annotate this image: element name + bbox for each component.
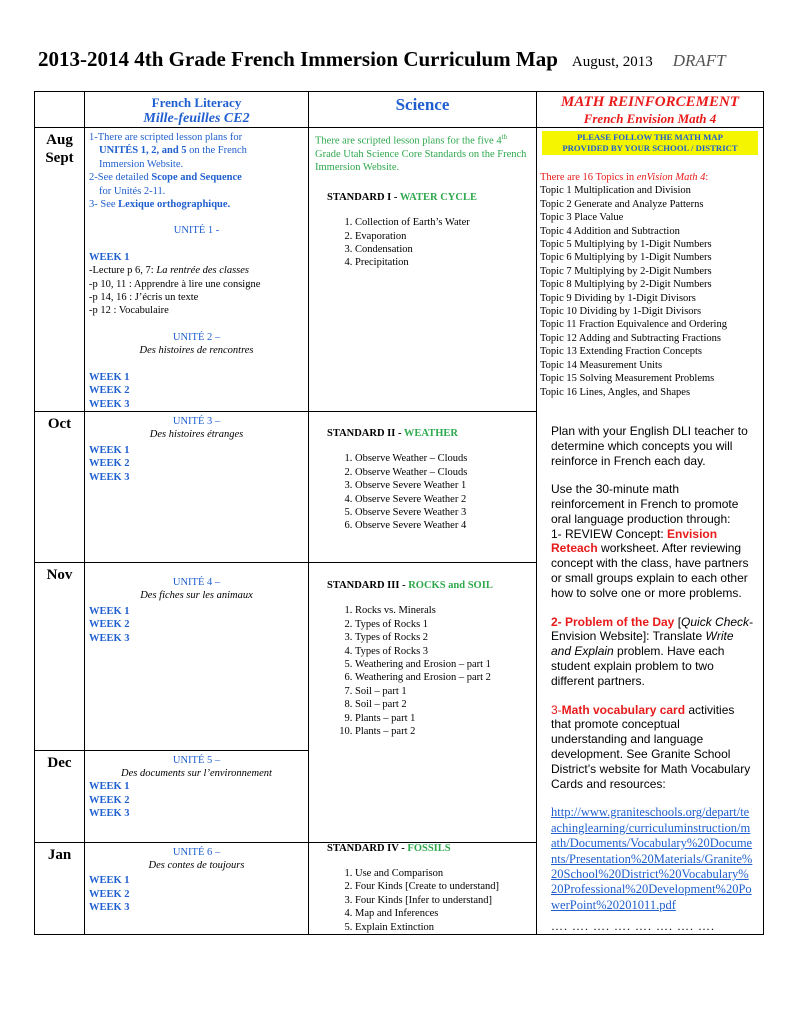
list-item: 9. Plants – part 1: [355, 712, 530, 725]
topic-item: Topic 5 Multiplying by 1-Digit Numbers: [540, 239, 712, 251]
list-item: 2. Four Kinds [Create to understand]: [355, 880, 530, 893]
topic-item: Topic 8 Multiplying by 2-Digit Numbers: [540, 279, 712, 291]
page-title: 2013-2014 4th Grade French Immersion Curriculum Map: [38, 47, 558, 71]
topic-item: Topic 15 Solving Measurement Problems: [540, 373, 715, 385]
list-item: 4. Precipitation: [355, 256, 530, 269]
topic-item: Topic 4 Addition and Subtraction: [540, 225, 680, 237]
lit-note-3: 3- See Lexique orthographique.: [89, 199, 231, 211]
literacy-oct: [85, 411, 309, 562]
list-item: 2. Observe Weather – Clouds: [355, 466, 530, 479]
literacy-dec: [85, 750, 309, 842]
math-plan: [540, 417, 760, 934]
page-header: [38, 47, 726, 72]
month-oct: Oct: [35, 411, 85, 562]
week-2: WEEK 2: [89, 385, 130, 397]
topic-item: Topic 6 Multiplying by 1-Digit Numbers: [540, 252, 712, 264]
list-item: 4. Map and Inferences: [355, 907, 530, 920]
unit-4-title: UNITÉ 4 –: [172, 576, 221, 588]
unit-1-line-2: -p 10, 11 : Apprendre à lire une consigne: [89, 278, 261, 290]
list-item: 10. Plants – part 2: [355, 725, 530, 738]
week-3: WEEK 3: [89, 398, 130, 410]
list-item: 1. Observe Weather – Clouds: [355, 452, 530, 465]
topic-item: Topic 14 Measurement Units: [540, 359, 663, 371]
list-item: 2. Types of Rocks 1: [355, 618, 530, 631]
month-aug-sept: [35, 128, 85, 412]
unit-5-title: UNITÉ 5 –: [172, 754, 221, 766]
math-subtitle: French Envision Math 4: [583, 111, 717, 126]
week-1: WEEK 1: [89, 781, 130, 793]
topic-item: Topic 7 Multiplying by 2-Digit Numbers: [540, 265, 712, 277]
week-1: WEEK 1: [89, 371, 130, 383]
month-sept: Sept: [45, 150, 74, 166]
unit-1-line-3: -p 14, 16 : J’écris un texte: [89, 292, 199, 304]
standard-1-heading: STANDARD I - WATER CYCLE: [327, 191, 477, 203]
science-oct: [309, 411, 537, 562]
standard-2-heading: STANDARD II - WEATHER: [327, 427, 458, 439]
topics-intro: There are 16 Topics in enVision Math 4:: [540, 172, 709, 183]
topic-item: Topic 3 Place Value: [540, 212, 624, 224]
math-title: MATH REINFORCEMENT: [561, 94, 739, 110]
list-item: 4. Observe Severe Weather 2: [355, 493, 530, 506]
unit-5-subtitle: Des documents sur l’environnement: [121, 768, 272, 780]
list-item: 2. Evaporation: [355, 230, 530, 243]
standard-3-heading: STANDARD III - ROCKS and SOIL: [327, 579, 493, 591]
literacy-subtitle: Mille-feuilles CE2: [143, 111, 250, 126]
literacy-aug-sept: [85, 128, 309, 412]
month-jan: Jan: [35, 842, 85, 934]
math-column-body: [537, 128, 764, 935]
list-item: 3. Observe Severe Weather 1: [355, 479, 530, 492]
science-nov-dec: [309, 562, 537, 842]
topic-item: Topic 13 Extending Fraction Concepts: [540, 346, 702, 358]
science-aug-sept: [309, 128, 537, 412]
week-3: WEEK 3: [89, 632, 130, 644]
list-item: 1. Collection of Earth’s Water: [355, 216, 530, 229]
topics-list: [540, 184, 760, 399]
page-date: August, 2013: [571, 54, 653, 70]
vocabulary-resources-link[interactable]: http://www.graniteschools.org/depart/teachinglearning/curriculuminstruction/math/Documents/Vocabulary%20Documents/Presentation%20Materials/Granite%20School%20District%20Vocabulary%20Professional%20Development%20PowerPoint%20201011.pdf: [551, 805, 753, 912]
standard-3-list: [315, 604, 530, 738]
week-2: WEEK 2: [89, 888, 130, 900]
week-2: WEEK 2: [89, 458, 130, 470]
unit-1-line-4: -p 12 : Vocabulaire: [89, 305, 169, 317]
draft-label: DRAFT: [672, 51, 726, 70]
topic-item: Topic 10 Dividing by 1-Digit Divisors: [540, 306, 702, 318]
literacy-nov: [85, 562, 309, 750]
unit-6-subtitle: Des contes de toujours: [148, 860, 245, 872]
week-3: WEEK 3: [89, 808, 130, 820]
list-item: 1. Use and Comparison: [355, 867, 530, 880]
topic-item: Topic 1 Multiplication and Division: [540, 185, 691, 197]
month-nov: Nov: [35, 562, 85, 750]
list-item: 6. Observe Severe Weather 4: [355, 519, 530, 532]
unit-2-subtitle: Des histoires de rencontres: [139, 345, 254, 357]
week-1: WEEK 1: [89, 875, 130, 887]
vocabulary-link-block: [551, 805, 754, 913]
standard-4-heading: STANDARD IV - FOSSILS: [327, 842, 451, 854]
plan-paragraph-4: 3-Math vocabulary card activities that promote conceptual understanding and language development. See Granite School District’s website for Math Vocabulary Cards and resources:: [551, 702, 751, 791]
week-3: WEEK 3: [89, 902, 130, 914]
unit-3-title: UNITÉ 3 –: [172, 415, 221, 427]
header-science: [309, 92, 537, 128]
topic-item: Topic 11 Fraction Equivalence and Ordering: [540, 319, 727, 331]
list-item: 5. Explain Extinction: [355, 921, 530, 934]
ellipsis-row: …. …. …. …. …. …. …. ….: [551, 919, 715, 934]
unit-1-title: UNITÉ 1 -: [173, 225, 220, 237]
plan-paragraph-1: Plan with your English DLI teacher to determine which concepts you will reinforce in French each day.: [551, 423, 748, 468]
unit-3-subtitle: Des histoires étranges: [149, 429, 244, 441]
topic-item: Topic 9 Dividing by 1-Digit Divisors: [540, 292, 696, 304]
literacy-jan: [85, 842, 309, 934]
follow-math-map-notice: PLEASE FOLLOW THE MATH MAP PROVIDED BY YOUR SCHOOL / DISTRICT: [542, 131, 758, 155]
list-item: 3. Four Kinds [Infer to understand]: [355, 894, 530, 907]
header-math: [537, 92, 764, 128]
header-literacy: [85, 92, 309, 128]
topic-item: Topic 12 Adding and Subtracting Fractions: [540, 332, 721, 344]
week-1: WEEK 1: [89, 444, 130, 456]
unit-4-subtitle: Des fiches sur les animaux: [140, 590, 253, 602]
curriculum-table: [34, 91, 764, 935]
science-intro: There are scripted lesson plans for the five 4th Grade Utah Science Core Standards on the French Immersion Website.: [315, 133, 527, 174]
standard-1-list: [315, 216, 530, 270]
week-1: WEEK 1: [89, 251, 130, 263]
science-jan: [309, 842, 537, 934]
list-item: 8. Soil – part 2: [355, 698, 530, 711]
science-title: Science: [395, 95, 450, 114]
week-2: WEEK 2: [89, 619, 130, 631]
week-3: WEEK 3: [89, 471, 130, 483]
header-month-cell: [35, 92, 85, 128]
topic-item: Topic 16 Lines, Angles, and Shapes: [540, 386, 691, 398]
standard-4-list: [315, 867, 530, 934]
list-item: 4. Types of Rocks 3: [355, 645, 530, 658]
list-item: 7. Soil – part 1: [355, 685, 530, 698]
list-item: 1. Rocks vs. Minerals: [355, 604, 530, 617]
standard-2-list: [315, 452, 530, 532]
month-aug: Aug: [46, 132, 73, 148]
lit-note-2: 2-See detailed Scope and Sequence for Unités 2-11.: [89, 172, 242, 197]
month-dec: Dec: [35, 750, 85, 842]
unit-2-title: UNITÉ 2 –: [172, 331, 221, 343]
week-2: WEEK 2: [89, 794, 130, 806]
unit-6-title: UNITÉ 6 –: [172, 846, 221, 858]
plan-paragraph-3: 2- Problem of the Day [Quick Check- Envision Website]: Translate Write and Explain problem. Have each student explain problem to two different partners.: [551, 614, 754, 688]
list-item: 5. Observe Severe Weather 3: [355, 506, 530, 519]
list-item: 3. Types of Rocks 2: [355, 631, 530, 644]
list-item: 5. Weathering and Erosion – part 1: [355, 658, 530, 671]
unit-1-line-1: -Lecture p 6, 7: La rentrée des classes: [89, 265, 249, 277]
literacy-title: French Literacy: [151, 95, 242, 110]
plan-paragraph-2: Use the 30-minute math reinforcement in French to promote oral language production through: 1- REVIEW Concept: Envision Reteach worksheet. After reviewing concept with the class, have partners or small groups explain to each other how to solve one or more problems.: [551, 482, 749, 600]
week-1: WEEK 1: [89, 605, 130, 617]
list-item: 3. Condensation: [355, 243, 530, 256]
topic-item: Topic 2 Generate and Analyze Patterns: [540, 198, 704, 210]
list-item: 6. Weathering and Erosion – part 2: [355, 671, 530, 684]
lit-note-1: 1-There are scripted lesson plans for UNITÉS 1, 2, and 5 on the French Immersion Website.: [89, 132, 247, 170]
